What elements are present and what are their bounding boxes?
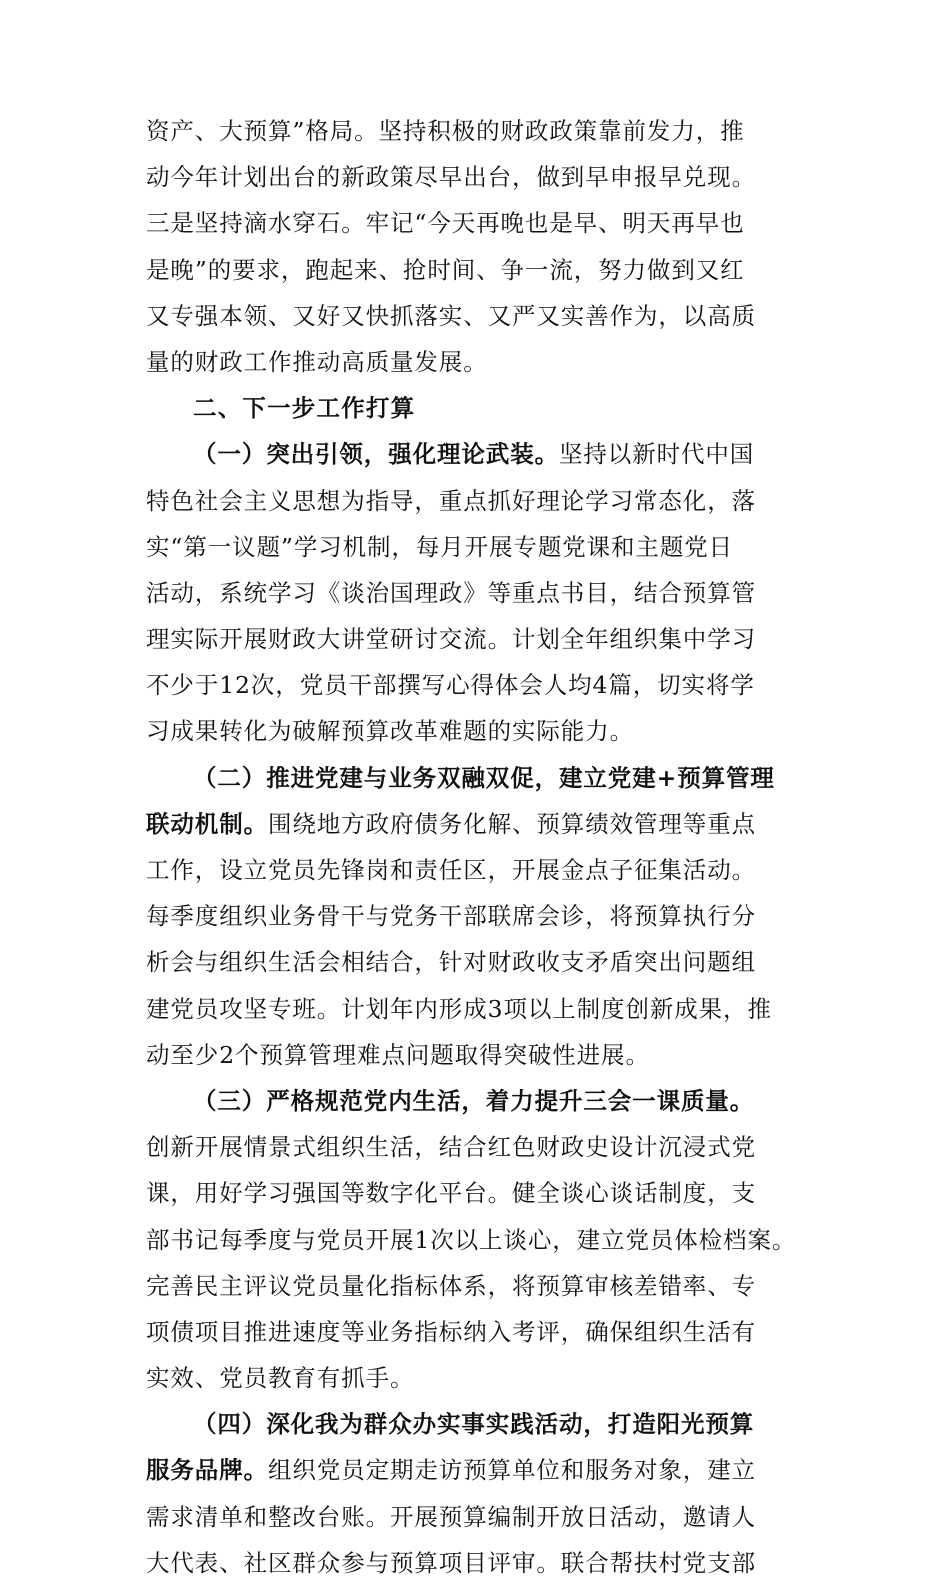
item2-second-line-text: 围绕地方政府债务化解、预算绩效管理等重点 — [268, 809, 756, 838]
paragraph-line: 课，用好学习强国等数字化平台。健全谈心谈话制度，支 — [146, 1179, 756, 1208]
paragraph-line: 动今年计划出台的新政策尽早出台，做到早申报早兑现。 — [146, 163, 756, 192]
paragraph-line: 实“第一议题”学习机制，每月开展专题党课和主题党日 — [146, 532, 734, 561]
item1-first-line-text: 坚持以新时代中国 — [559, 440, 755, 469]
paragraph-line: 习成果转化为破解预算改革难题的实际能力。 — [146, 717, 634, 746]
paragraph-line: 又专强本领、又好又快抓落实、又严又实善作为，以高质 — [146, 301, 756, 330]
item4-title: （四）深化我为群众办实事实践活动，打造阳光预算 — [193, 1410, 755, 1439]
paragraph-line: 动至少2个预算管理难点问题取得突破性进展。 — [146, 1040, 650, 1069]
paragraph-line: 工作，设立党员先锋岗和责任区，开展金点子征集活动。 — [146, 856, 756, 884]
paragraph-line: 量的财政工作推动高质量发展。 — [146, 347, 488, 376]
paragraph-line: 项债项目推进速度等业务指标纳入考评，确保组织生活有 — [146, 1317, 756, 1346]
paragraph-line: 每季度组织业务骨干与党务干部联席会诊，将预算执行分 — [146, 902, 756, 931]
paragraph-line: 理实际开展财政大讲堂研讨交流。计划全年组织集中学习 — [146, 625, 756, 654]
item4-second-line-text: 组织党员定期走访预算单位和服务对象，建立 — [268, 1456, 756, 1485]
paragraph-line: 析会与组织生活会相结合，针对财政收支矛盾突出问题组 — [146, 948, 756, 977]
paragraph-line: 建党员攻坚专班。计划年内形成3项以上制度创新成果，推 — [146, 994, 772, 1023]
item1-first-line — [146, 431, 808, 477]
paragraph-line: 部书记每季度与党员开展1次以上谈心，建立党员体检档案。 — [146, 1225, 797, 1254]
paragraph-line: 活动，系统学习《谈治国理政》等重点书目，结合预算管 — [146, 578, 756, 607]
paragraph-line: 需求清单和整改台账。开展预算编制开放日活动，邀请人 — [146, 1502, 756, 1531]
item2-title-end: 联动机制。 — [146, 809, 268, 838]
paragraph-line: 不少于12次，党员干部撰写心得体会人均4篇，切实将学 — [146, 671, 755, 700]
paragraph-line: 特色社会主义思想为指导，重点抓好理论学习常态化，落 — [146, 486, 756, 515]
paragraph-line: 大代表、社区群众参与预算项目评审。联合帮扶村党支部 — [146, 1548, 756, 1577]
section-heading: 二、下一步工作打算 — [193, 394, 416, 423]
paragraph-line: 完善民主评议党员量化指标体系，将预算审核差错率、专 — [146, 1271, 756, 1300]
document-body — [146, 108, 808, 1586]
paragraph-line: 实效、党员教育有抓手。 — [146, 1364, 415, 1393]
paragraph-line: 创新开展情景式组织生活，结合红色财政史设计沉浸式党 — [146, 1133, 756, 1162]
item3-title: （三）严格规范党内生活，着力提升三会一课质量。 — [193, 1086, 755, 1115]
paragraph-line: 三是坚持滴水穿石。牢记“今天再晚也是早、明天再早也 — [146, 209, 745, 238]
paragraph-line: 资产、大预算”格局。坚持积极的财政政策靠前发力，推 — [146, 117, 745, 145]
item2-second-line — [146, 801, 808, 847]
item4-second-line — [146, 1447, 808, 1493]
item1-title: （一）突出引领，强化理论武装。 — [193, 440, 559, 469]
item2-title: （二）推进党建与业务双融双促，建立党建+预算管理 — [193, 763, 775, 792]
item4-title-end: 服务品牌。 — [146, 1456, 268, 1485]
paragraph-line: 是晚”的要求，跑起来、抢时间、争一流，努力做到又红 — [146, 255, 745, 284]
